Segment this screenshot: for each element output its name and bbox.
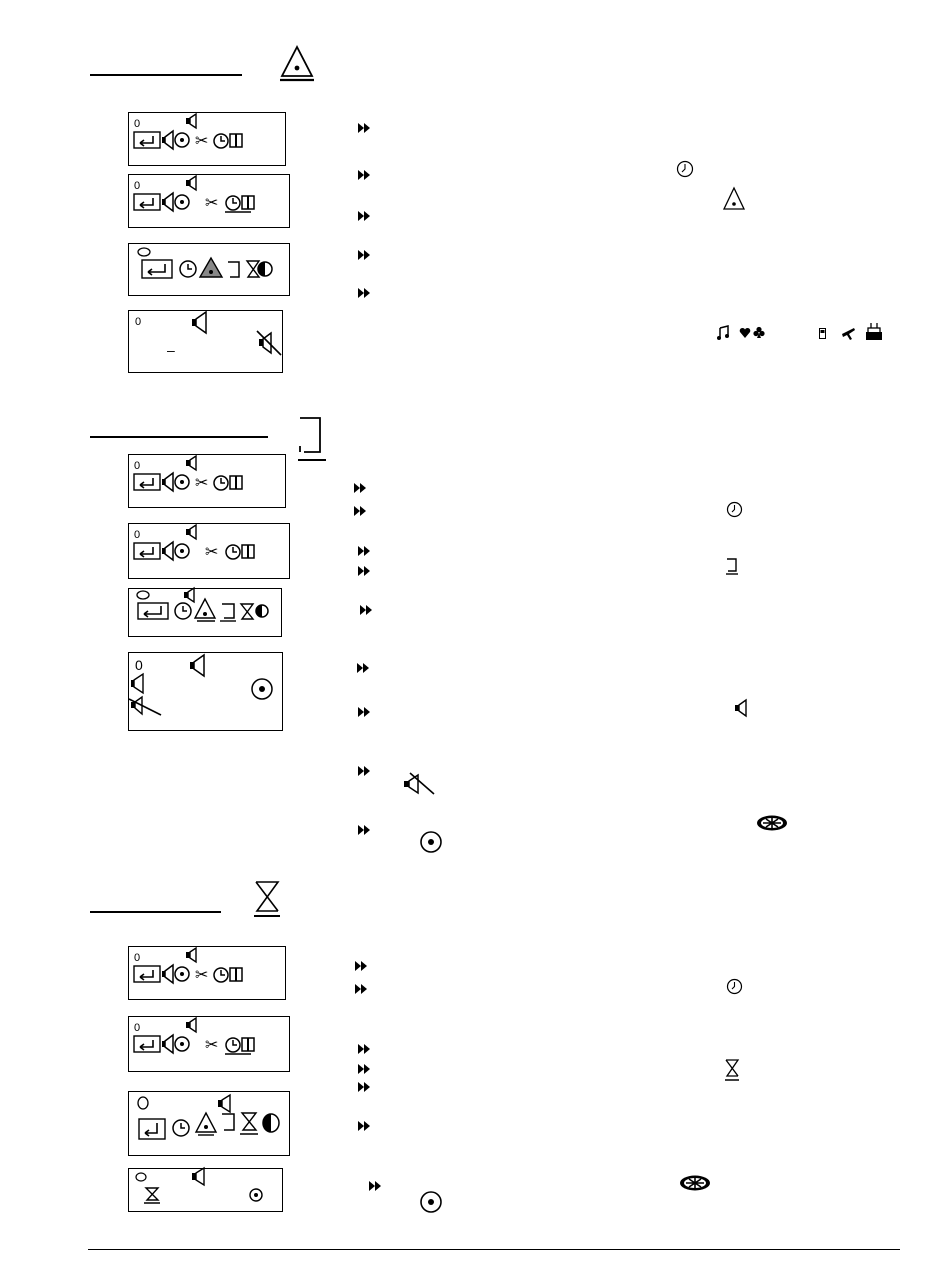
club-icon xyxy=(753,326,765,339)
lcd-screen-clock-submenu-timer xyxy=(128,1091,290,1156)
lcd-digit: 0 xyxy=(135,316,142,328)
lcd-screen-calendar-setting xyxy=(128,652,283,731)
step-arrow xyxy=(355,984,367,994)
svg-text:✂: ✂ xyxy=(205,1035,219,1054)
cake-icon xyxy=(864,322,884,341)
step-arrow xyxy=(358,250,370,260)
step-arrow xyxy=(358,566,370,576)
wheel-key-icon xyxy=(678,1174,712,1192)
section-rule-alarm xyxy=(90,74,242,76)
footer-rule xyxy=(88,1249,900,1250)
step-arrow xyxy=(357,663,369,673)
step-arrow xyxy=(358,1082,370,1092)
step-arrow xyxy=(354,483,366,493)
svg-text:✂: ✂ xyxy=(195,965,209,984)
lcd-digit: 0 xyxy=(134,952,141,964)
clock-icon xyxy=(726,978,743,995)
speaker-icon xyxy=(734,699,750,717)
lcd-screen-clock-submenu-alarm xyxy=(128,243,290,296)
step-arrow xyxy=(358,766,370,776)
lcd-digit: 0 xyxy=(134,1022,141,1034)
section-rule-timer xyxy=(90,911,221,913)
step-arrow xyxy=(355,961,367,971)
lcd-screen-menu-clock-selected xyxy=(128,523,290,579)
lcd-screen-clock-submenu-calendar xyxy=(128,588,282,637)
step-arrow xyxy=(369,1181,381,1191)
speaker-muted-icon xyxy=(402,772,438,796)
step-arrow xyxy=(358,546,370,556)
step-arrow xyxy=(358,170,370,180)
page-corner-icon xyxy=(724,557,740,576)
step-arrow xyxy=(358,1064,370,1074)
hourglass-icon xyxy=(251,879,283,919)
phone-icon xyxy=(819,328,826,339)
step-arrow xyxy=(358,1121,370,1131)
wheel-key-icon xyxy=(755,814,789,832)
svg-text:✂: ✂ xyxy=(195,131,209,150)
clock-icon xyxy=(676,160,694,178)
clock-icon xyxy=(726,501,743,518)
lcd-digit: 0 xyxy=(135,657,143,673)
svg-text:✂: ✂ xyxy=(205,542,219,561)
lcd-digit: 0 xyxy=(134,529,141,541)
lcd-screen-alarm-setting xyxy=(128,310,283,373)
ok-button-icon xyxy=(418,830,444,854)
lcd-digit: 0 xyxy=(134,460,141,472)
music-note-icon xyxy=(716,325,730,341)
step-arrow xyxy=(358,211,370,221)
hourglass-icon xyxy=(724,1058,740,1082)
svg-text:✂: ✂ xyxy=(205,193,219,212)
ok-button-icon xyxy=(418,1190,444,1214)
lcd-screen-menu-clock-selected xyxy=(128,174,290,228)
lcd-digit: 0 xyxy=(134,118,141,130)
lcd-minus: – xyxy=(167,342,175,358)
speaker-icon xyxy=(186,114,196,128)
heart-icon xyxy=(739,327,751,339)
step-arrow xyxy=(358,707,370,717)
bell-icon xyxy=(722,186,746,212)
plane-icon xyxy=(840,325,856,341)
step-arrow xyxy=(358,825,370,835)
lcd-digit: 0 xyxy=(134,180,141,192)
step-arrow xyxy=(358,123,370,133)
step-arrow xyxy=(358,1044,370,1054)
bell-icon xyxy=(278,44,316,84)
section-rule-calendar xyxy=(90,436,268,438)
step-arrow xyxy=(354,506,366,516)
lcd-screen-main-menu xyxy=(128,112,286,166)
lcd-screen-main-menu xyxy=(128,946,286,1000)
lcd-screen-menu-clock-selected xyxy=(128,1016,290,1072)
lcd-screen-main-menu xyxy=(128,454,286,508)
step-arrow xyxy=(360,605,372,615)
page-corner-icon xyxy=(296,414,330,462)
lcd-screen-timer-setting xyxy=(128,1168,283,1212)
svg-text:✂: ✂ xyxy=(195,473,209,492)
step-arrow xyxy=(358,288,370,298)
